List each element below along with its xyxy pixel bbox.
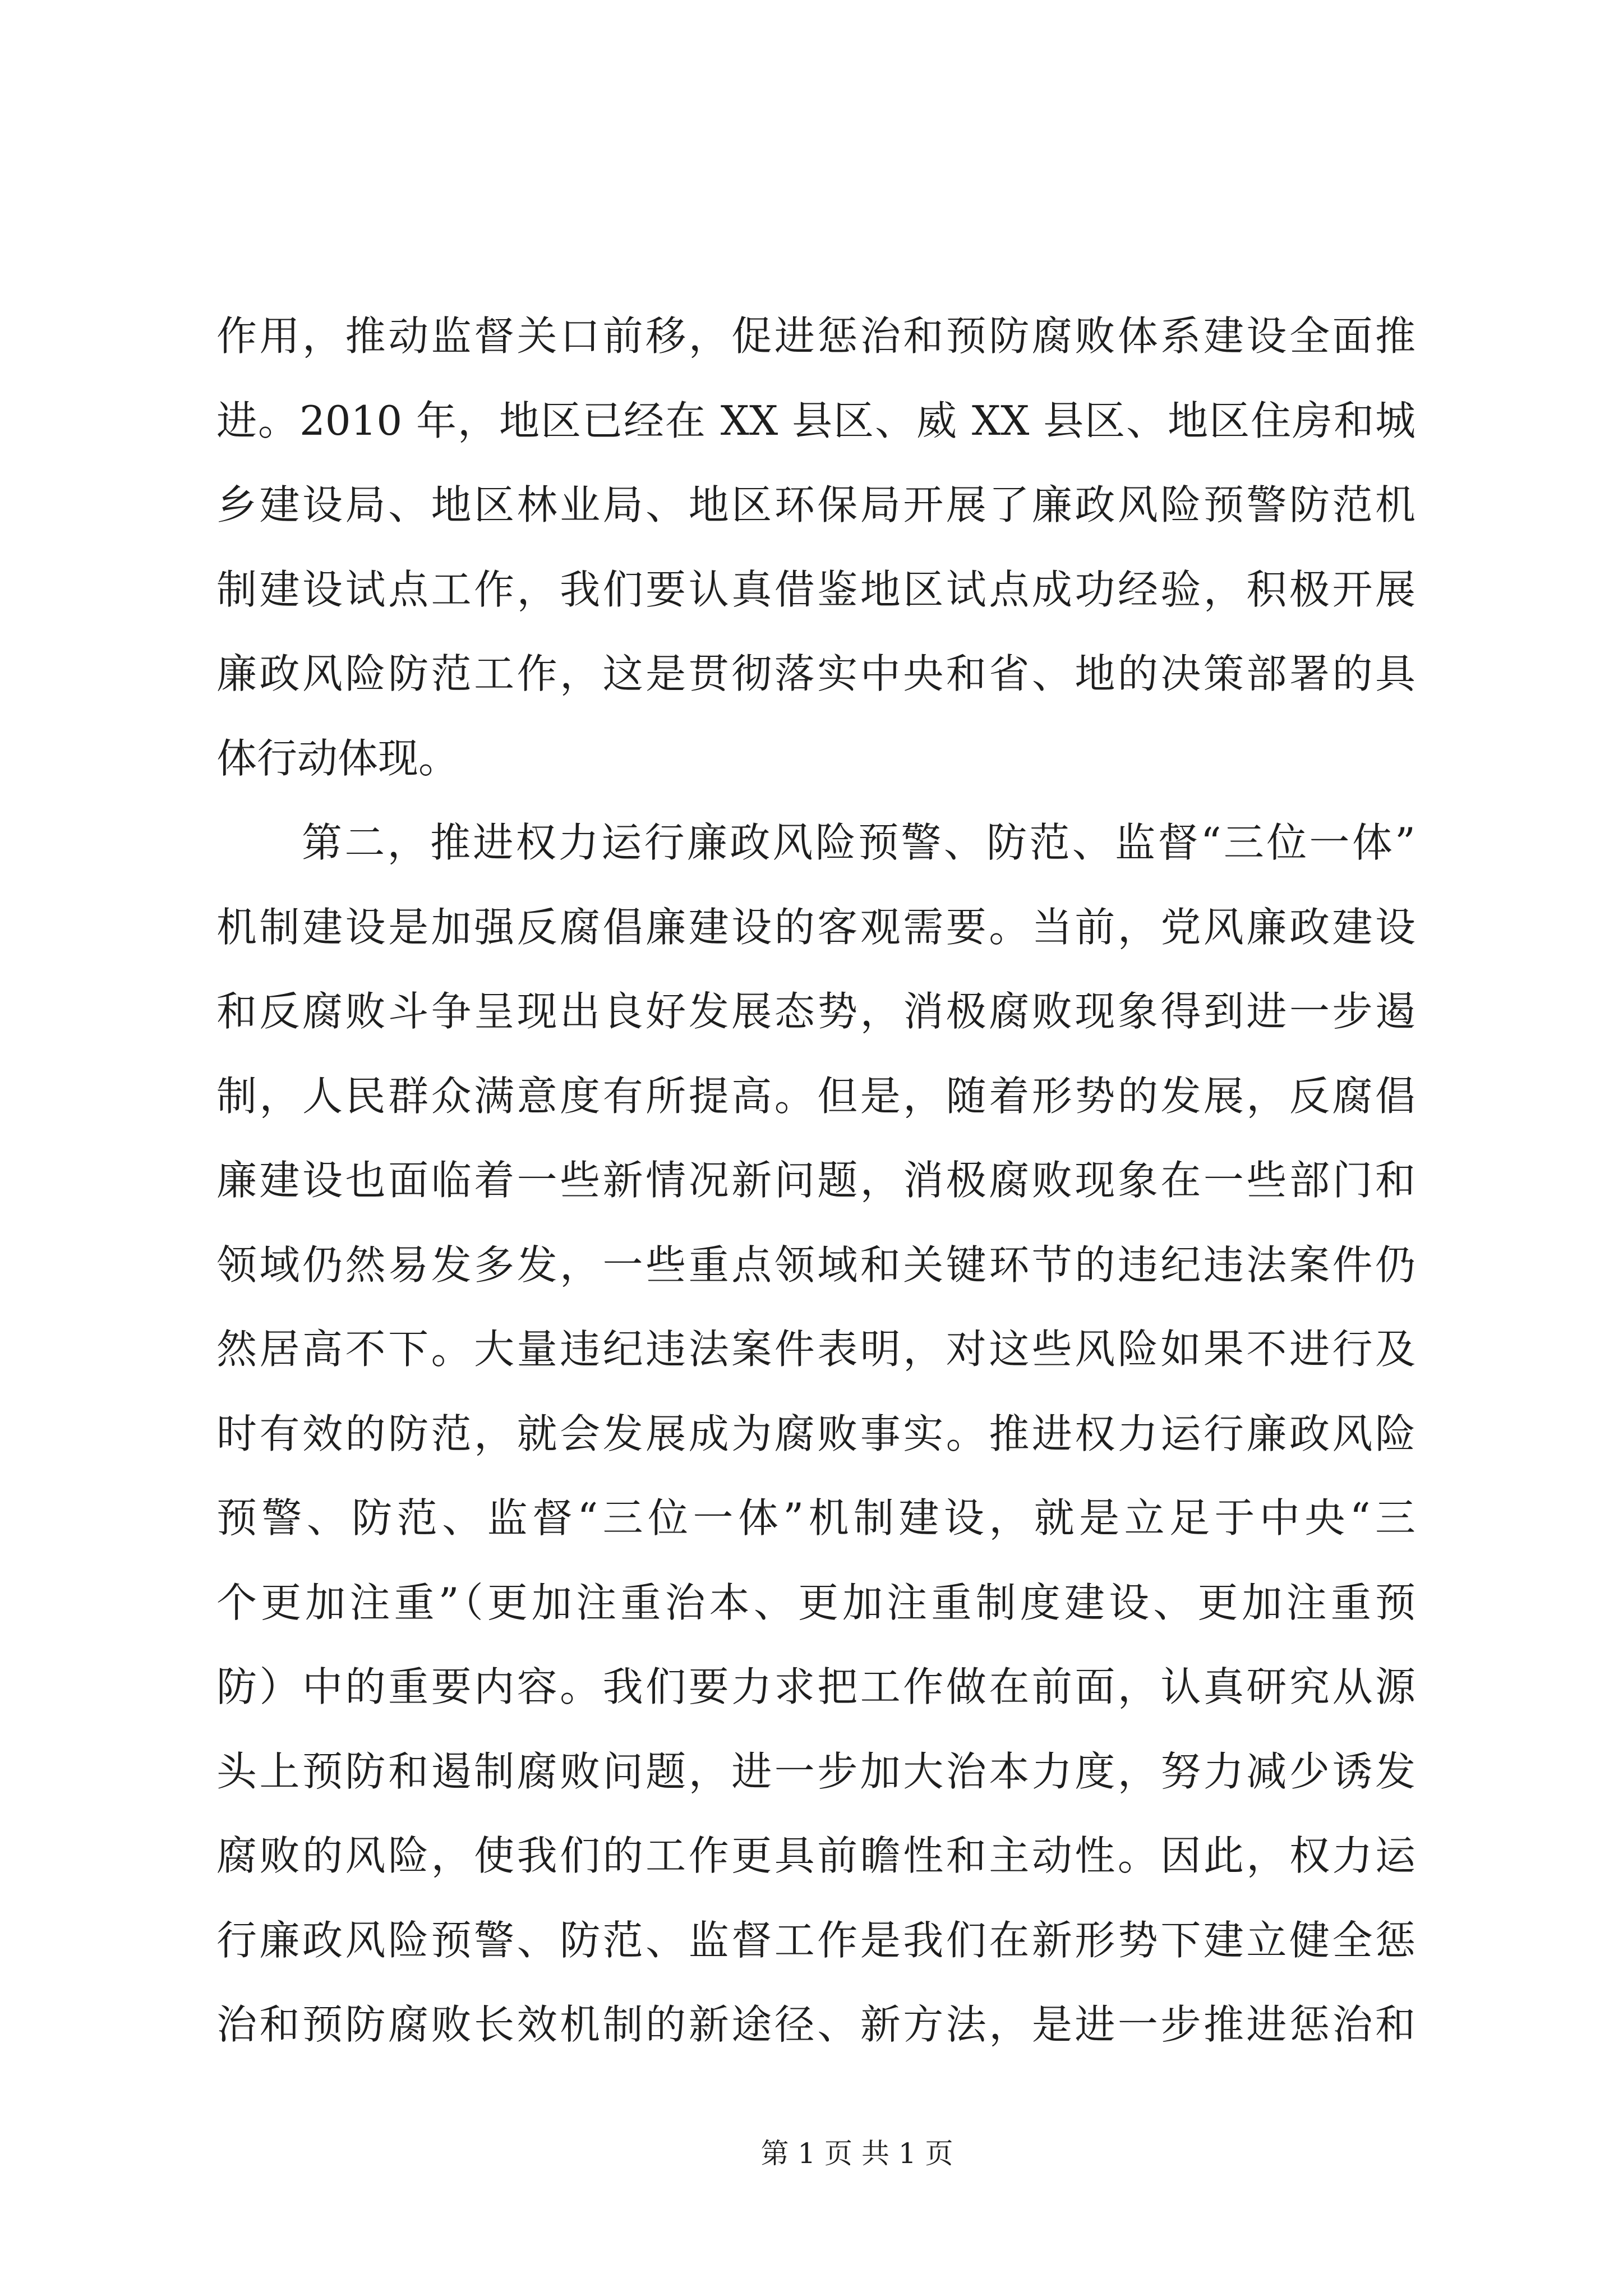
body-text <box>216 294 1415 2067</box>
paragraph-2-line-8: 时有效的防范，就会发展成为腐败事实。推进权力运行廉政风险 <box>216 1410 1415 1457</box>
paragraph-1-line-6: 体行动体现。 <box>216 734 459 782</box>
paragraph-2-line-9: 预警、防范、监督“三位一体”机制建设，就是立足于中央“三 <box>216 1494 1415 1542</box>
paragraph-1-line-3: 乡建设局、地区林业局、地区环保局开展了廉政风险预警防范机 <box>216 481 1415 528</box>
paragraph-1-line-5: 廉政风险防范工作，这是贯彻落实中央和省、地的决策部署的具 <box>216 650 1415 697</box>
paragraph-1-line-4: 制建设试点工作，我们要认真借鉴地区试点成功经验，积极开展 <box>216 565 1415 613</box>
paragraph-2-line-5: 廉建设也面临着一些新情况新问题，消极腐败现象在一些部门和 <box>216 1157 1415 1204</box>
paragraph-2-line-6: 领域仍然易发多发，一些重点领域和关键环节的违纪违法案件仍 <box>216 1241 1415 1289</box>
paragraph-2 <box>216 800 1415 2067</box>
paragraph-2-line-2: 机制建设是加强反腐倡廉建设的客观需要。当前，党风廉政建设 <box>216 903 1415 951</box>
paragraph-2-line-3: 和反腐败斗争呈现出良好发展态势，消极腐败现象得到进一步遏 <box>216 988 1415 1035</box>
paragraph-2-line-10: 个更加注重”（更加注重治本、更加注重制度建设、更加注重预 <box>216 1579 1415 1626</box>
paragraph-2-line-12: 头上预防和遏制腐败问题，进一步加大治本力度，努力减少诱发 <box>216 1747 1415 1795</box>
paragraph-1-line-1: 作用，推动监督关口前移，促进惩治和预防腐败体系建设全面推 <box>216 312 1415 360</box>
paragraph-2-line-4: 制，人民群众满意度有所提高。但是，随着形势的发展，反腐倡 <box>216 1072 1415 1120</box>
paragraph-2-line-14: 行廉政风险预警、防范、监督工作是我们在新形势下建立健全惩 <box>216 1916 1415 1964</box>
paragraph-2-line-7: 然居高不下。大量违纪违法案件表明，对这些风险如果不进行及 <box>216 1326 1415 1373</box>
paragraph-1 <box>216 294 1415 800</box>
page-footer: 第 1 页 共 1 页 <box>760 2137 953 2170</box>
paragraph-1-line-2: 进。2010 年，地区已经在 XX 县区、威 XX 县区、地区住房和城 <box>216 397 1415 444</box>
paragraph-2-line-1: 第二，推进权力运行廉政风险预警、防范、监督“三位一体” <box>302 819 1415 866</box>
paragraph-2-line-11: 防）中的重要内容。我们要力求把工作做在前面，认真研究从源 <box>216 1663 1415 1710</box>
paragraph-2-line-15: 治和预防腐败长效机制的新途径、新方法，是进一步推进惩治和 <box>216 2001 1415 2048</box>
paragraph-2-line-13: 腐败的风险，使我们的工作更具前瞻性和主动性。因此，权力运 <box>216 1832 1415 1879</box>
